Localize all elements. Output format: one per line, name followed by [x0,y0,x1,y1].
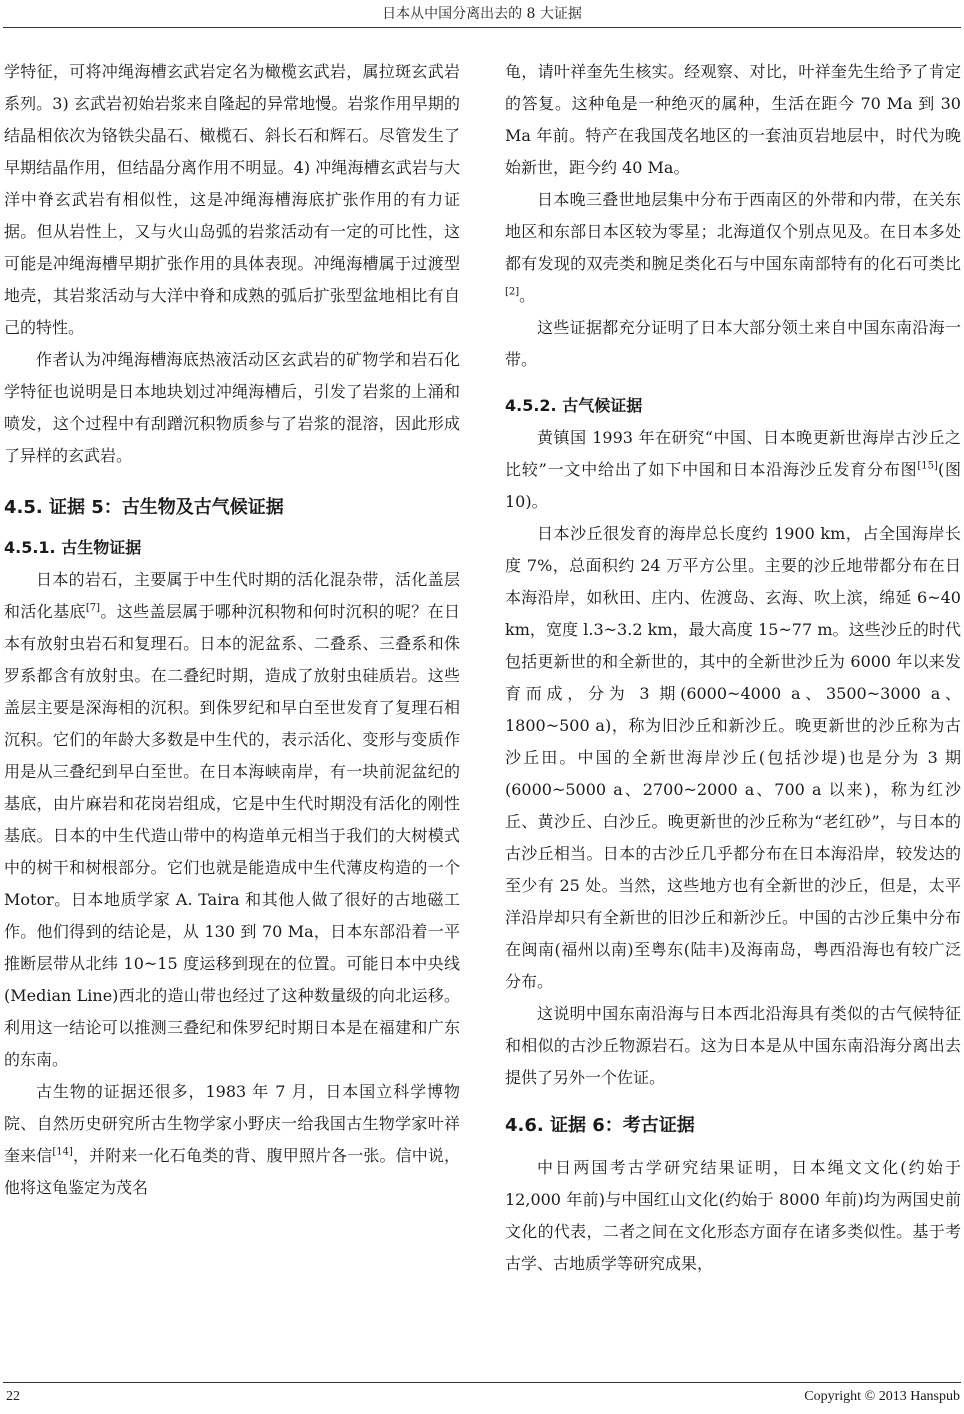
citation-ref[interactable]: [15] [917,460,938,472]
page-number: 22 [6,1389,20,1404]
paragraph [4,1076,460,1204]
left-column [4,56,460,1376]
copyright-notice: Copyright © 2013 Hanspub [804,1389,960,1404]
paragraph-text: 黄镇国 1993 年在研究“中国、日本晚更新世海岸古沙丘之比较”一文中给出了如下中国和日本沿海沙丘发育分布图 [505,428,961,479]
subsection-heading-4-5-2: 4.5.2. 古气候证据 [505,396,643,415]
paragraph: 学特征，可将冲绳海槽玄武岩定名为橄榄玄武岩，属拉斑玄武岩系列。3) 玄武岩初始岩浆来自隆起的异常地慢。岩浆作用早期的结晶相依次为铬铁尖晶石、橄榄石、斜长石和辉石。尽管发生了早期结晶作用，但结晶分离作用不明显。4) 冲绳海槽玄武岩与大洋中脊玄武岩有相似性，这是冲绳海槽海底扩张作用的有力证据。但从岩性上，又与火山岛弧的岩浆活动有一定的可比性，这可能是冲绳海槽早期扩张作用的具体表现。冲绳海槽属于过渡型地壳，其岩浆活动与大洋中脊和成熟的弧后扩张型盆地相比有自己的特性。 [4,62,460,337]
paragraph [505,422,961,518]
subsection-heading-4-5-1: 4.5.1. 古生物证据 [4,538,142,557]
paragraph-text: 日本晚三叠世地层集中分布于西南区的外带和内带，在关东地区和东部日本区较为零星；北海道仅个别点见及。在日本多处都有发现的双壳类和腕足类化石与中国东南部特有的化石可类比 [505,190,961,273]
paragraph: 作者认为冲绳海槽海底热液活动区玄武岩的矿物学和岩石化学特征也说明是日本地块划过冲绳海槽后，引发了岩浆的上涌和喷发，这个过程中有刮蹭沉积物质参与了岩浆的混溶，因此形成了异样的玄武岩。 [4,350,460,465]
paragraph-text: 。这些盖层属于哪种沉积物和何时沉积的呢？在日本有放射虫岩石和复理石。日本的泥盆系、二叠系、三叠系和侏罗系都含有放射虫。在二叠纪时期，造成了放射虫硅质岩。这些盖层主要是深海相的沉积。到侏罗纪和早白至世发育了复理石相沉积。它们的年龄大多数是中生代的，表示活化、变形与变质作用是从三叠纪到早白至世。在日本海峡南岸，有一块前泥盆纪的基底，由片麻岩和花岗岩组成，它是中生代时期没有活化的刚性基底。日本的中生代造山带中的构造单元相当于我们的大树模式中的树干和树根部分。它们也就是能造成中生代薄皮构造的一个 Motor。日本地质学家 A. Taira 和其他人做了很好的古地磁工作。他们得到的结论是，从 130 到 70 Ma，日本东部沿着一平推断层带从北纬 10~15 度运移到现在的位置。可能日本中央线(Median Line)西北的造山带也经过了这种数量级的向北运移。利用这一结论可以推测三叠纪和侏罗纪时期日本是在福建和广东的东南。 [4,602,460,1069]
paragraph-text: 日本的岩石，主要属于中生代时期的活化混杂带，活化盖层和活化基底 [4,570,460,621]
paragraph: 龟，请叶祥奎先生核实。经观察、对比，叶祥奎先生给予了肯定的答复。这种龟是一种绝灭的属种，生活在距今 70 Ma 到 30 Ma 年前。特产在我国茂名地区的一套油页岩地层中，时代为晚始新世，距今约 40 Ma。 [505,62,961,177]
paragraph-text: 古生物的证据还很多，1983 年 7 月，日本国立科学博物院、自然历史研究所古生物学家小野庆一给我国古生物学家叶祥奎来信 [4,1082,460,1165]
section-heading-4-6: 4.6. 证据 6：考古证据 [505,1115,695,1136]
citation-ref[interactable]: [7] [85,602,100,614]
paragraph-text: 。 [519,286,536,305]
paragraph-text: (图 10)。 [505,460,961,511]
paragraph [505,184,961,312]
paragraph: 这说明中国东南沿海与日本西北沿海具有类似的古气候特征和相似的古沙丘物源岩石。这为日本是从中国东南沿海分离出去提供了另外一个佐证。 [505,1004,961,1087]
paragraph: 中日两国考古学研究结果证明，日本绳文文化(约始于 12,000 年前)与中国红山文化(约始于 8000 年前)均为两国史前文化的代表，二者之间在文化形态方面存在诸多类似性。基于考古学、古地质学等研究成果， [505,1158,961,1273]
paragraph: 日本沙丘很发育的海岸总长度约 1900 km，占全国海岸长度 7%，总面积约 24 万平方公里。主要的沙丘地带都分布在日本海沿岸，如秋田、庄内、佐渡岛、玄海、吹上滨，绵延 6~40 km，宽度 l.3~3.2 km，最大高度 15~77 m。这些沙丘的时代包括更新世的和全新世的，其中的全新世沙丘为 6000 年以来发育而成，分为 3 期(6000~4000 a、3500~3000 a、1800~500 a)，称为旧沙丘和新沙丘。晚更新世的沙丘称为古沙丘田。中国的全新世海岸沙丘(包括沙堤)也是分为 3 期(6000~5000 a、2700~2000 a、700 a 以来)，称为红沙丘、黄沙丘、白沙丘。晚更新世的沙丘称为“老红砂”，与日本的古沙丘相当。日本的古沙丘几乎都分布在日本海沿岸，较发达的至少有 25 处。当然，这些地方也有全新世的沙丘，但是，太平洋沿岸却只有全新世的旧沙丘和新沙丘。中国的古沙丘集中分布在闽南(福州以南)至粤东(陆丰)及海南岛，粤西沿海也有较广泛分布。 [505,524,961,991]
section-heading-4-5: 4.5. 证据 5：古生物及古气候证据 [4,497,284,518]
paragraph-text: ，并附来一化石龟类的背、腹甲照片各一张。信中说，他将这龟鉴定为茂名 [4,1146,460,1197]
right-column [505,56,961,1376]
paragraph [4,564,460,1076]
running-title: 日本从中国分离出去的 8 大证据 [382,6,582,22]
paragraph: 这些证据都充分证明了日本大部分领土来自中国东南沿海一带。 [505,318,961,369]
header-rule [3,27,961,28]
footer-rule [3,1382,961,1383]
citation-ref[interactable]: [2] [505,286,520,298]
citation-ref[interactable]: [14] [52,1146,73,1158]
